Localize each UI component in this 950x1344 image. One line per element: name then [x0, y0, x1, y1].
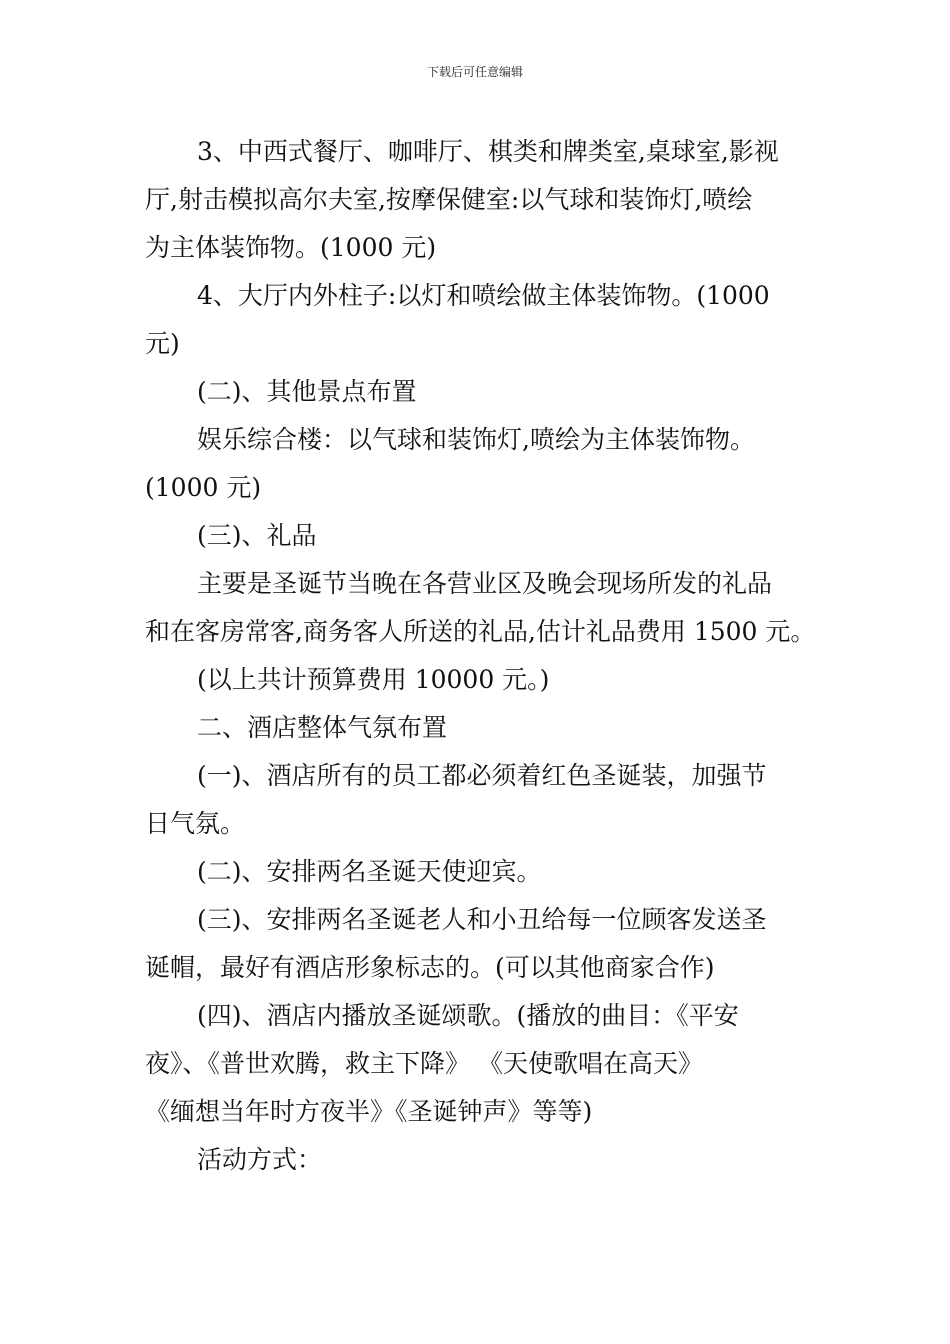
- text-line: 3、中西式餐厅、咖啡厅、棋类和牌类室,桌球室,影视: [197, 137, 779, 166]
- text-line: 为主体装饰物。(1000 元): [145, 233, 437, 262]
- text-line: (三)、安排两名圣诞老人和小丑给每一位顾客发送圣: [197, 905, 767, 934]
- text-line: 和在客房常客,商务客人所送的礼品,估计礼品费用 1500 元。: [145, 617, 816, 646]
- section-heading-activities: [145, 1136, 807, 1184]
- text-line: (以上共计预算费用 10000 元。): [197, 665, 550, 694]
- page-header: 下载后可任意编辑: [426, 65, 523, 79]
- paragraph-santa-hats: [145, 896, 807, 992]
- text-line: 厅,射击模拟高尔夫室,按摩保健室:以气球和装饰灯,喷绘: [145, 185, 753, 214]
- paragraph-angels: [145, 848, 807, 896]
- text-line: (二)、其他景点布置: [197, 377, 417, 406]
- text-line: 诞帽，最好有酒店形象标志的。(可以其他商家合作): [145, 953, 715, 982]
- paragraph-budget-total: [145, 656, 807, 704]
- text-line: 活动方式：: [197, 1145, 323, 1174]
- text-line: 主要是圣诞节当晚在各营业区及晚会现场所发的礼品: [197, 569, 773, 598]
- paragraph-staff-costume: [145, 752, 807, 848]
- paragraph-decor-rooms: [145, 128, 807, 272]
- text-line: 娱乐综合楼：以气球和装饰灯,喷绘为主体装饰物。: [197, 425, 755, 454]
- text-line: (一)、酒店所有的员工都必须着红色圣诞装，加强节: [197, 761, 767, 790]
- text-line: 元): [145, 329, 180, 358]
- text-line: 二、酒店整体气氛布置: [197, 713, 448, 742]
- text-line: (四)、酒店内播放圣诞颂歌。(播放的曲目：《平安: [197, 1001, 739, 1030]
- text-line: (二)、安排两名圣诞天使迎宾。: [197, 857, 542, 886]
- text-line: 《缅想当年时方夜半》《圣诞钟声》等等): [145, 1097, 593, 1126]
- section-heading-other-spots: [145, 368, 807, 416]
- text-line: (三)、礼品: [197, 521, 317, 550]
- document-body: [145, 128, 816, 1184]
- text-line: (1000 元): [145, 473, 262, 502]
- text-line: 4、大厅内外柱子:以灯和喷绘做主体装饰物。(1000: [197, 281, 770, 310]
- paragraph-entertainment-building: [145, 416, 807, 512]
- section-heading-gifts: [145, 512, 807, 560]
- text-line: 日气氛。: [145, 809, 246, 838]
- section-heading-atmosphere: [145, 704, 807, 752]
- paragraph-carols: [145, 992, 807, 1136]
- paragraph-gifts: [145, 560, 816, 656]
- text-line: 夜》、《普世欢腾，救主下降》 《天使歌唱在高天》: [145, 1049, 703, 1078]
- paragraph-decor-pillars: [145, 272, 807, 368]
